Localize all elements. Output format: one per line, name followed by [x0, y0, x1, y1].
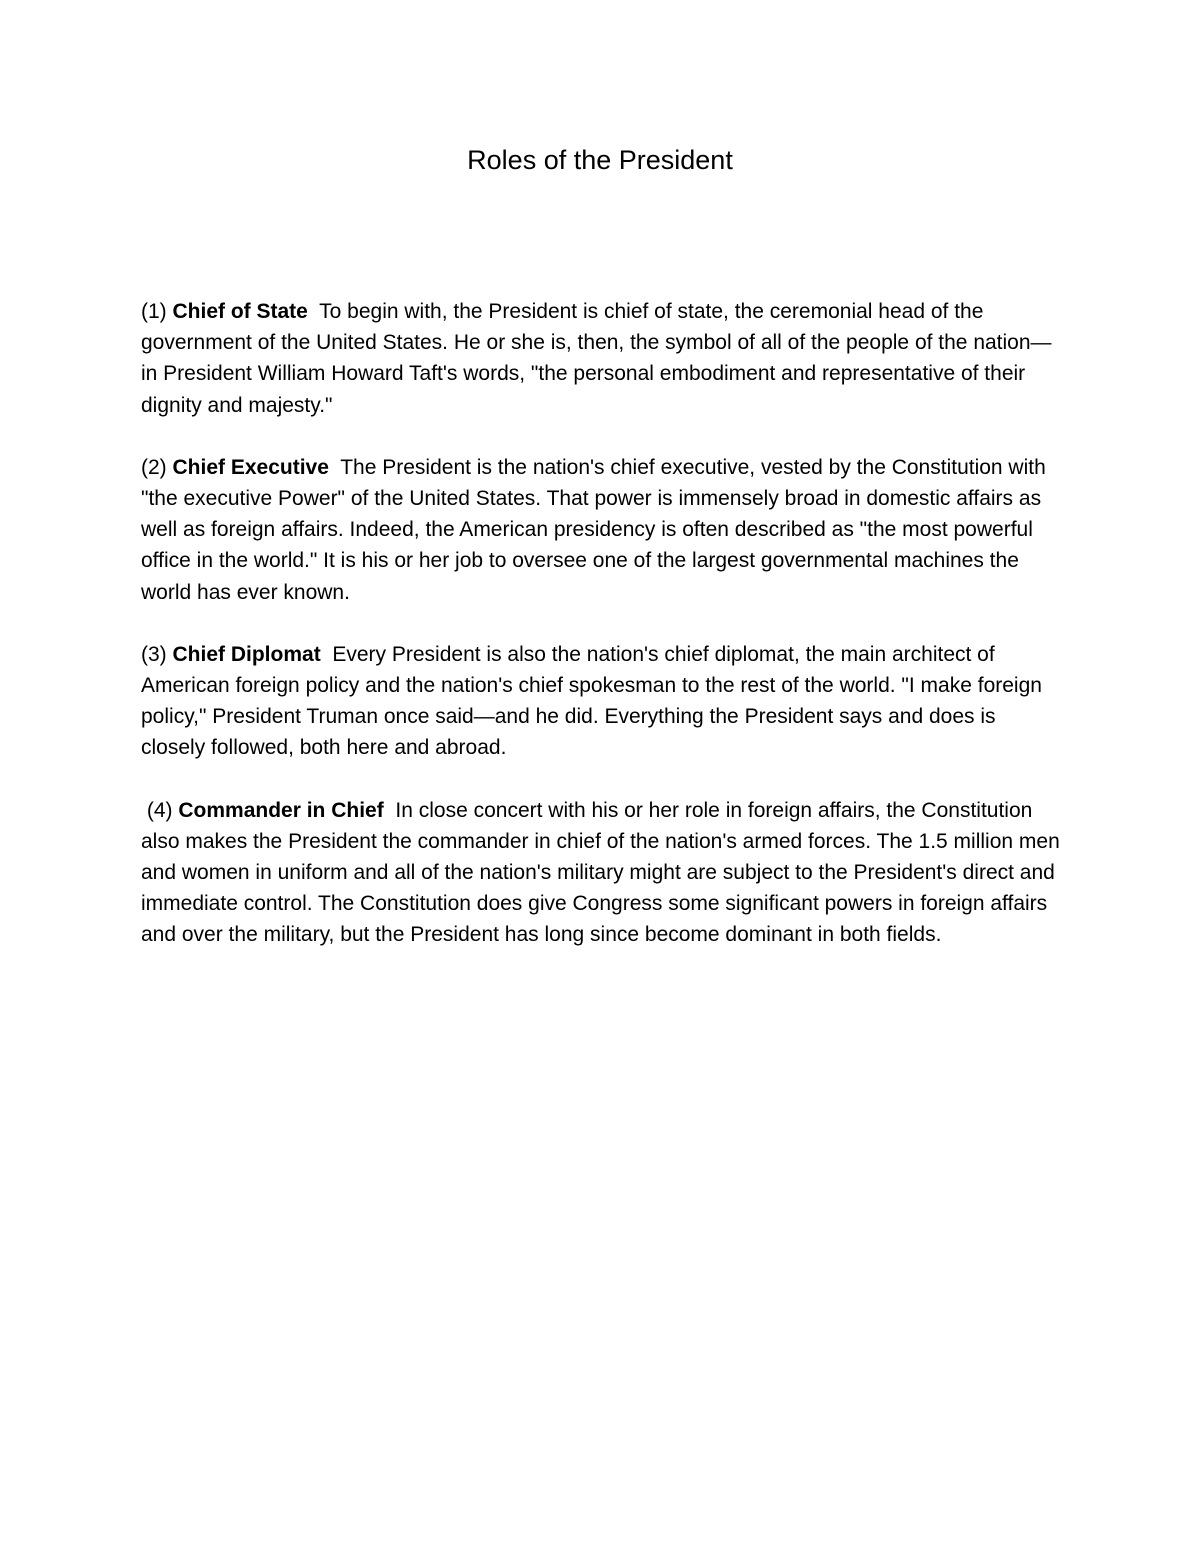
- section-term: Commander in Chief: [178, 798, 384, 822]
- section-number: (2): [141, 455, 167, 479]
- section-number: (1): [141, 300, 167, 323]
- section-text: Every President is also the nation's chief diplomat, the main architect of American foreign policy and the nation's chief spokesman to the rest of the world. "I make foreign policy," President Truman once said—and he did. Everything the President says and does is closely followed, both here and abroad.: [141, 642, 1042, 760]
- section-chief-diplomat: [141, 639, 1061, 764]
- document-body: [141, 296, 1061, 982]
- section-term: Chief Executive: [172, 455, 329, 479]
- section-chief-executive: [141, 452, 1061, 608]
- section-number: (3): [141, 642, 167, 666]
- document-title: Roles of the President: [467, 145, 733, 175]
- section-chief-of-state: [141, 296, 1061, 421]
- section-text: The President is the nation's chief executive, vested by the Constitution with "the executive Power" of the United States. That power is immensely broad in domestic affairs as well as foreign affairs. Indeed, the American presidency is often described as "the most powerful office in the world." It is his or her job to oversee one of the largest governmental machines the world has ever known.: [141, 455, 1046, 604]
- section-term: Chief of State: [172, 300, 308, 323]
- section-term: Chief Diplomat: [172, 642, 321, 666]
- section-number: (4): [146, 798, 173, 822]
- section-text: To begin with, the President is chief of state, the ceremonial head of the government of the United States. He or she is, then, the symbol of all of the people of the nation—in President William Howard Taft's words, "the personal embodiment and representative of their dignity and majesty.": [141, 300, 1052, 417]
- section-text: In close concert with his or her role in foreign affairs, the Constitution also makes the President the commander in chief of the nation's armed forces. The 1.5 million men and women in uniform and all of the nation's military might are subject to the President's direct and immediate control. The Constitution does give Congress some significant powers in foreign affairs and over the military, but the President has long since become dominant in both fields.: [141, 798, 1060, 947]
- section-commander-in-chief: [141, 795, 1061, 951]
